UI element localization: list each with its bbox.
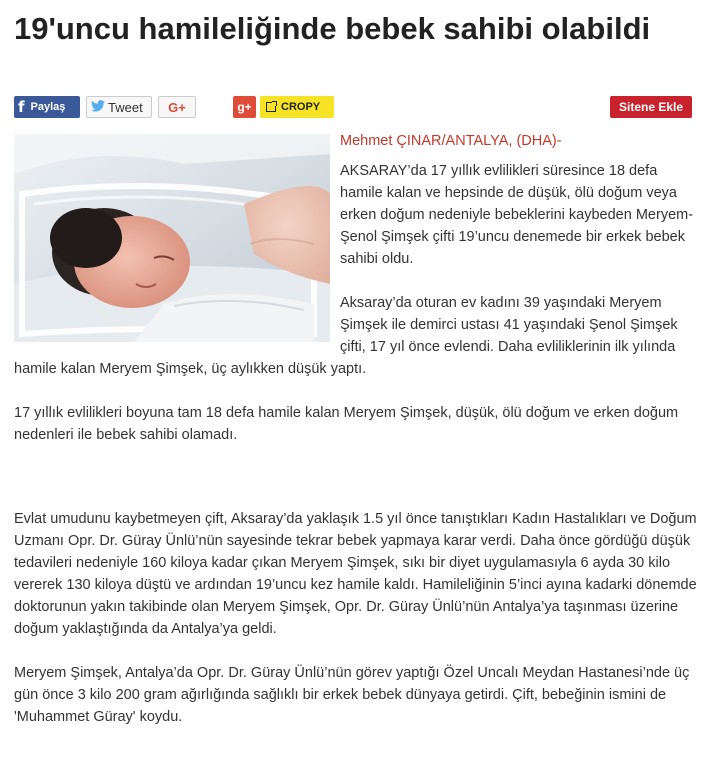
article-paragraph: 17 yıllık evlilikleri boyuna tam 18 defa hamile kalan Meryem Şimşek, düşük, ölü doğum ve erken doğum nedenleri ile bebek sahibi olamadı. (14, 405, 679, 443)
add-to-site-label: Sitene Ekle (618, 100, 684, 114)
add-to-site-button[interactable] (610, 96, 692, 118)
paragraph-spacer (14, 468, 702, 508)
twitter-tweet-label: Tweet (108, 99, 143, 115)
article-byline: Mehmet ÇINAR/ANTALYA, (DHA)- (340, 133, 562, 149)
external-link-icon (266, 102, 276, 112)
article-paragraph: Evlat umudunu kaybetmeyen çift, Aksaray’da yaklaşık 1.5 yıl önce tanıştıkları Kadın Hastalıkları ve Doğum Uzmanı Opr. Dr. Güray Ünlü’nün sayesinde tekrar bebek yapmaya karar verdi. Daha önce gördüğü düşük tedavileri nedeniyle 160 kiloya kadar çıkan Meryem Şimşek, sıkı bir diyet uygulamasıyla 6 ayda 30 kilo vererek 130 kiloya düştü ve ardından 19’uncu kez hamile kaldı. Hamileliğinin 5’inci ayına kadarki dönemde doktorunun yakın takibinde olan Meryem Şimşek, Opr. Dr. Güray Ünlü’nün Antalya’ya taşınması üzerine doğum yaklaştığında da Antalya’ya geldi. (14, 511, 697, 637)
twitter-tweet-button[interactable] (86, 96, 152, 118)
article-title: 19'uncu hamileliğinde bebek sahibi olabildi (14, 11, 651, 46)
share-bar (14, 96, 702, 120)
google-plus-share-button[interactable] (158, 96, 196, 118)
article-image (14, 130, 330, 342)
google-plus-icon: G+ (168, 99, 186, 115)
facebook-share-button[interactable] (14, 96, 80, 118)
twitter-bird-icon (91, 100, 105, 115)
google-plus-icon: g+ (237, 100, 252, 114)
article-paragraph: AKSARAY’da 17 yıllık evlilikleri süresince 18 defa hamile kalan ve hepsinde de düşük, ölü doğum veya erken doğum nedeniyle bebeklerini kaybeden Meryem- Şenol Şimşek çifti 19’uncu denemede bir erkek bebek sahibi oldu. (340, 163, 694, 267)
facebook-share-label: Paylaş (30, 101, 66, 113)
copy-label: CROPY (281, 101, 321, 113)
google-plus-red-button[interactable] (233, 96, 256, 118)
newborn-baby-photo (14, 134, 330, 342)
article-body (14, 130, 702, 750)
facebook-icon: f (18, 98, 25, 116)
article-paragraph: Meryem Şimşek, Antalya’da Opr. Dr. Güray Ünlü’nün görev yaptığı Özel Uncalı Meydan Hastanesi’nde üç gün önce 3 kilo 200 gram ağırlığında sağlıklı bir erkek bebek dünyaya getirdi. Çift, bebeğinin ismini de 'Muhammet Güray' koydu. (14, 665, 690, 725)
copy-button[interactable] (260, 96, 334, 118)
article-paragraph: Aksaray’da oturan ev kadını 39 yaşındaki Meryem Şimşek ile demirci ustası 41 yaşındaki Şenol Şimşek çifti, 17 yıl önce evlendi. Daha evliliklerinin ilk yılında hamile kalan Meryem Şimşek, üç aylıkken düşük yaptı. (14, 295, 678, 377)
